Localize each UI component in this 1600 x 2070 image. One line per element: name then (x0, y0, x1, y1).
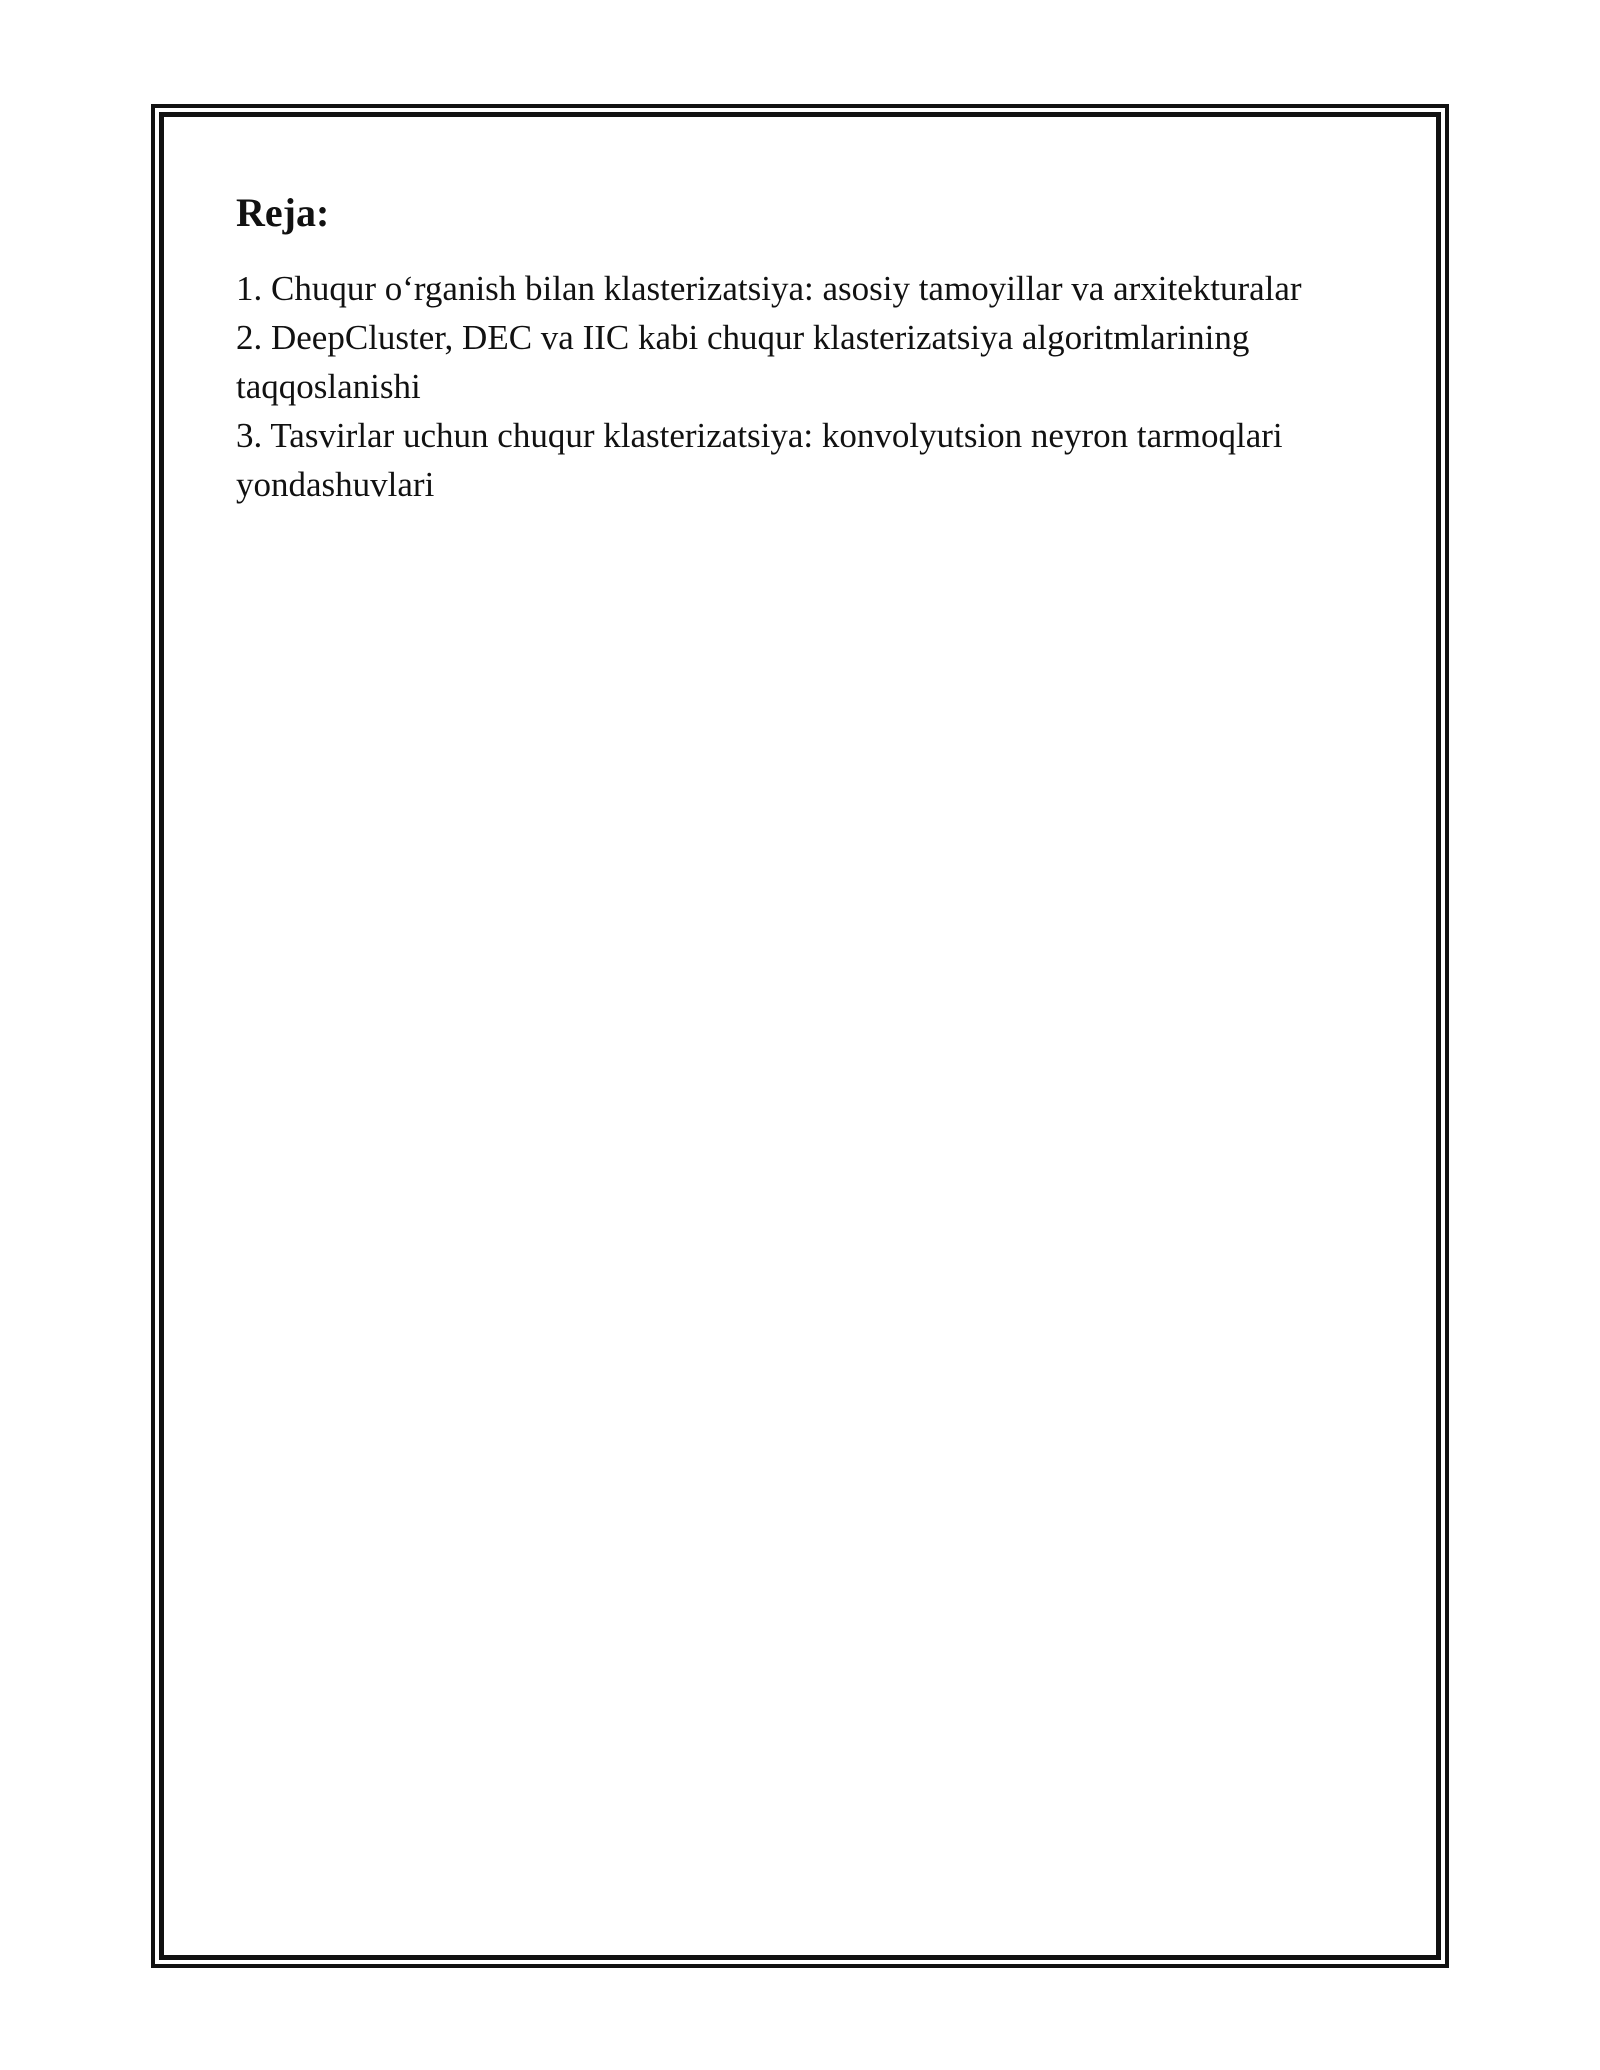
page-content (236, 188, 1366, 509)
page-heading: Reja: (236, 190, 330, 235)
plan-item-3: 3. Tasvirlar uchun chuqur klasterizatsiya: konvolyutsion neyron tarmoqlari yondashuvlari (236, 416, 1283, 504)
plan-item-2: 2. DeepCluster, DEC va IIC kabi chuqur klasterizatsiya algoritmlarining taqqoslanishi (236, 318, 1250, 406)
plan-item-1: 1. Chuqur o‘rganish bilan klasterizatsiya: asosiy tamoyillar va arxitekturalar (236, 269, 1302, 308)
plan-list (236, 264, 1366, 509)
